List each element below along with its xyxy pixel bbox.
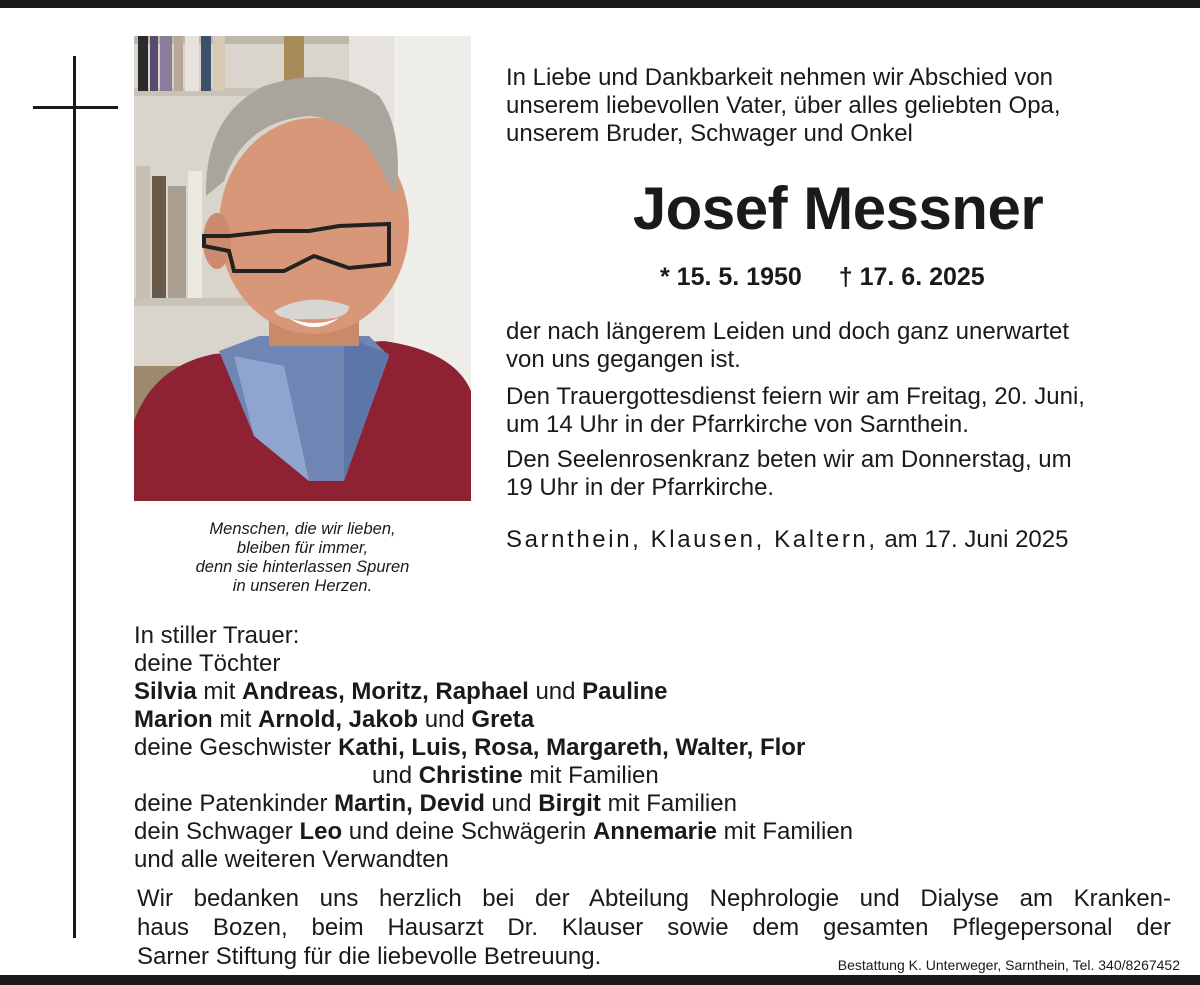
mourner-name: Martin, Devid (334, 790, 485, 817)
portrait-illustration (134, 36, 471, 501)
mourner-name: Andreas, Moritz, Raphael (242, 678, 529, 705)
quote-line: bleiben für immer, (236, 539, 369, 557)
thanks-line: Wir bedanken uns herzlich bei der Abteilung Nephrologie und Dialyse am Kranken- (137, 885, 1171, 912)
relation-label: deine Geschwister (134, 734, 339, 761)
mourner-name: Marion (134, 706, 213, 733)
deceased-name: Josef Messner (632, 175, 1044, 242)
quote-line: denn sie hinterlassen Spuren (195, 558, 410, 576)
mourner-name: Arnold, Jakob (258, 706, 419, 733)
mourner-row (134, 678, 1174, 706)
thanks-line: Sarner Stiftung für die liebevolle Betreuung. (137, 943, 602, 970)
notice-date: am 17. Juni 2025 (884, 526, 1069, 553)
mourner-name: Greta (471, 706, 535, 733)
thanks-line: haus Bozen, beim Hausarzt Dr. Klauser sowie dem gesamten Pflegepersonal der (137, 914, 1171, 941)
place-names: Sarnthein, Klausen, Kaltern, (506, 526, 878, 553)
birth-date: * 15. 5. 1950 (660, 263, 802, 291)
paragraph-line: von uns gegangen ist. (506, 346, 741, 373)
mourner-row (134, 762, 1174, 790)
mourner-row (134, 734, 1174, 762)
place-and-date (506, 526, 1176, 554)
mourner-name: Annemarie (592, 818, 717, 845)
paragraph-line: Den Trauergottesdienst feiern wir am Freitag, 20. Juni, (506, 383, 1085, 410)
mourner-name: Kathi, Luis, Rosa, Margareth, Walter, Flor (338, 734, 806, 761)
passing-paragraph (506, 318, 1176, 374)
paragraph-line: um 14 Uhr in der Pfarrkirche von Sarnthein. (506, 411, 969, 438)
connector: mit (196, 678, 243, 705)
intro-line: unserem Bruder, Schwager und Onkel (506, 120, 913, 147)
paragraph-line: Den Seelenrosenkranz beten wir am Donnerstag, um (506, 446, 1072, 473)
connector: und (418, 706, 472, 733)
mourner-row (134, 790, 1174, 818)
undertaker-credit: Bestattung K. Unterweger, Sarnthein, Tel. 340/8267452 (837, 957, 1180, 973)
relation-label: dein Schwager (134, 818, 300, 845)
mourner-name: Silvia (134, 678, 197, 705)
portrait-photo (134, 36, 471, 501)
connector: mit Familien (522, 762, 659, 789)
memorial-quote (134, 520, 471, 596)
mourner-row (134, 818, 1174, 846)
mourners-list (134, 622, 1174, 874)
life-dates (660, 261, 1040, 293)
mourner-name: Birgit (538, 790, 601, 817)
mourner-name: Christine (418, 762, 523, 789)
funeral-service-paragraph (506, 383, 1176, 439)
relation-label: deine Patenkinder (134, 790, 335, 817)
connector: und (484, 790, 539, 817)
mourners-heading: In stiller Trauer: (134, 622, 300, 649)
cross-horizontal-bar (33, 106, 118, 109)
intro-line: unserem liebevollen Vater, über alles geliebten Opa, (506, 92, 1061, 119)
quote-line: Menschen, die wir lieben, (209, 520, 396, 538)
mourner-row (134, 706, 1174, 734)
rosary-paragraph (506, 446, 1176, 502)
mourner-name: Leo (299, 818, 343, 845)
quote-line: in unseren Herzen. (232, 577, 373, 595)
connector: mit (212, 706, 258, 733)
daughters-label: deine Töchter (134, 650, 281, 677)
intro-text (506, 64, 1176, 148)
other-relatives: und alle weiteren Verwandten (134, 846, 449, 873)
connector: mit Familien (600, 790, 737, 817)
cross-vertical-bar (73, 56, 76, 938)
intro-line: In Liebe und Dankbarkeit nehmen wir Abschied von (506, 64, 1054, 91)
mourner-name: Pauline (582, 678, 668, 705)
connector: mit Familien (717, 818, 854, 845)
paragraph-line: der nach längerem Leiden und doch ganz unerwartet (506, 318, 1070, 345)
death-date: † 17. 6. 2025 (838, 263, 985, 291)
connector: und (528, 678, 583, 705)
connector: und deine Schwägerin (342, 818, 593, 845)
paragraph-line: 19 Uhr in der Pfarrkirche. (506, 474, 775, 501)
connector: und (372, 762, 419, 789)
